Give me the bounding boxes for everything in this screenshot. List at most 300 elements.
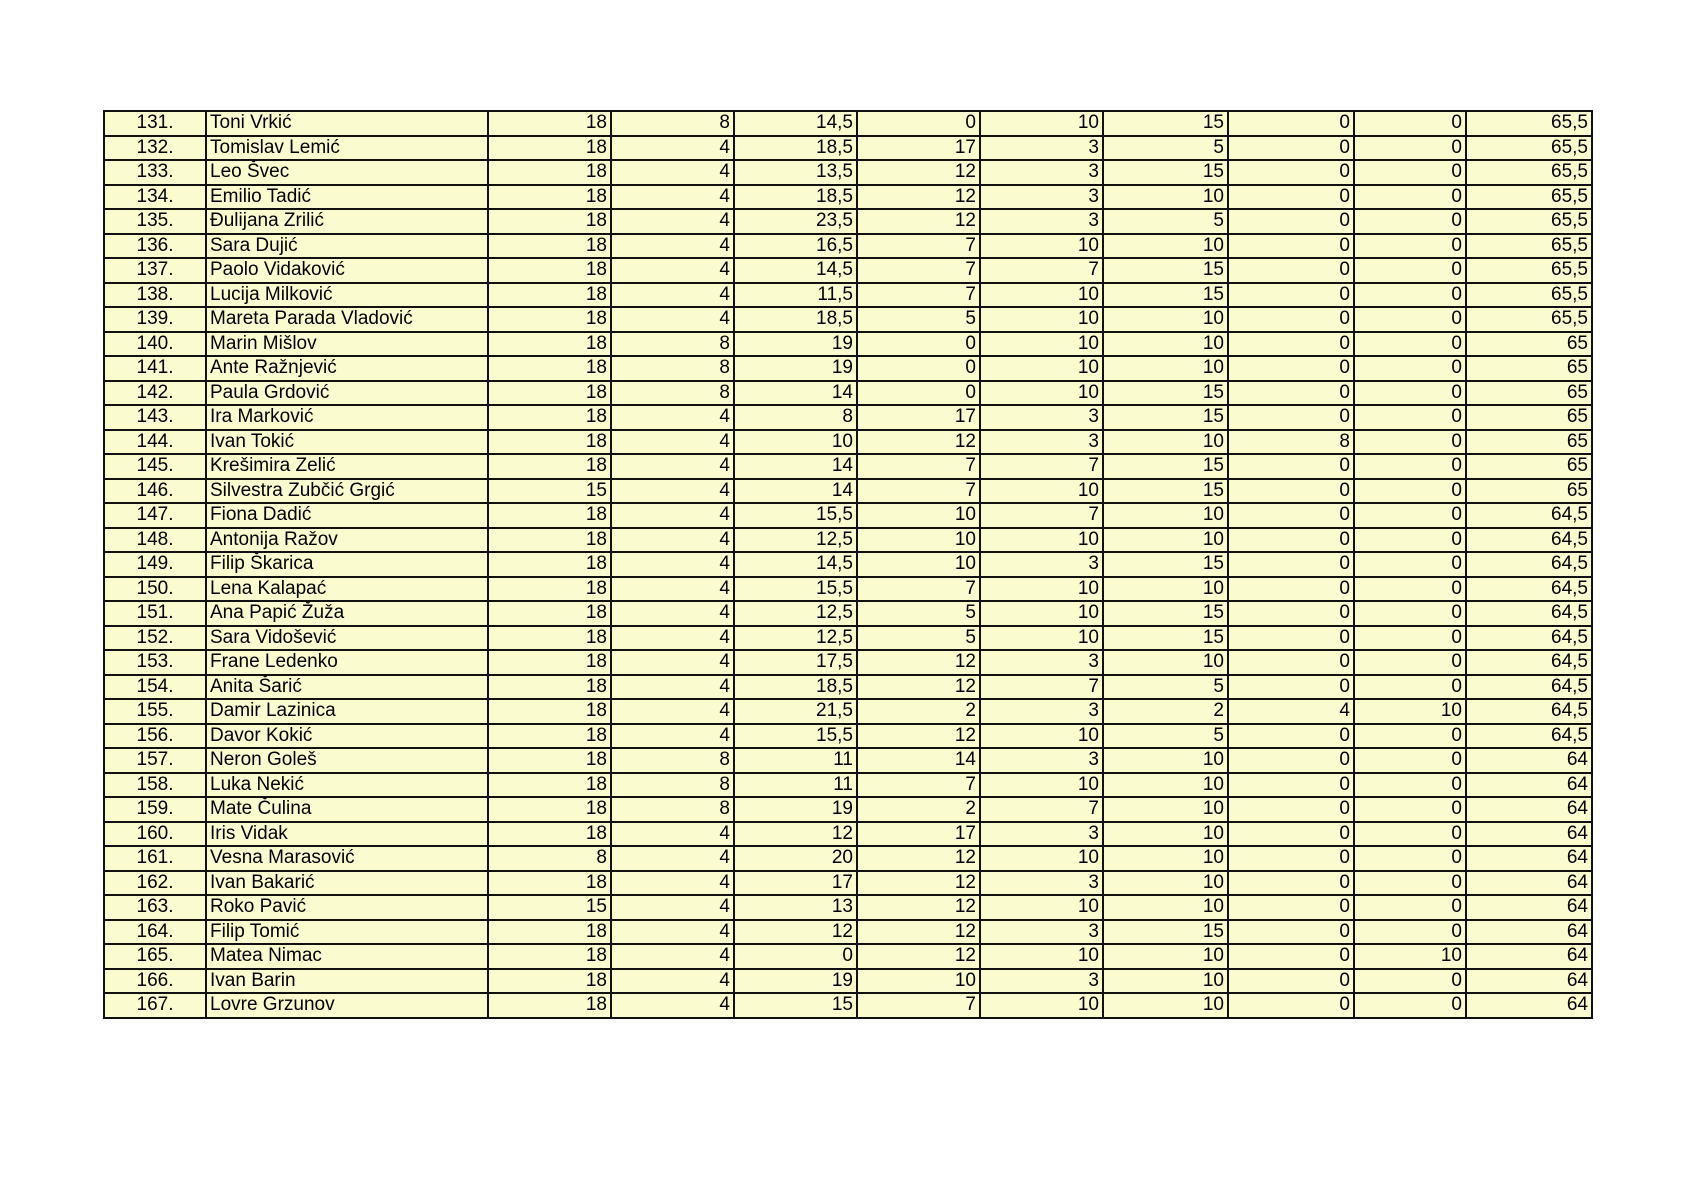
name-cell: Davor Kokić bbox=[206, 724, 488, 749]
total-cell: 64 bbox=[1466, 797, 1592, 822]
col-8-cell: 0 bbox=[1354, 160, 1466, 185]
col-6-cell: 10 bbox=[1103, 944, 1228, 969]
col-5-cell: 10 bbox=[980, 577, 1103, 602]
col-4-cell: 12 bbox=[857, 920, 980, 945]
rank-cell: 154. bbox=[104, 675, 206, 700]
col-6-cell: 5 bbox=[1103, 675, 1228, 700]
table-row bbox=[104, 699, 1592, 724]
table-row bbox=[104, 724, 1592, 749]
col-5-cell: 10 bbox=[980, 626, 1103, 651]
col-6-cell: 10 bbox=[1103, 993, 1228, 1018]
col-6-cell: 5 bbox=[1103, 136, 1228, 161]
table-row bbox=[104, 185, 1592, 210]
col-3-cell: 21,5 bbox=[734, 699, 857, 724]
col-6-cell: 10 bbox=[1103, 307, 1228, 332]
col-4-cell: 12 bbox=[857, 650, 980, 675]
col-4-cell: 12 bbox=[857, 846, 980, 871]
name-cell: Paula Grdović bbox=[206, 381, 488, 406]
col-1-cell: 18 bbox=[488, 675, 611, 700]
col-1-cell: 18 bbox=[488, 430, 611, 455]
rank-cell: 161. bbox=[104, 846, 206, 871]
col-2-cell: 4 bbox=[611, 307, 734, 332]
col-4-cell: 7 bbox=[857, 479, 980, 504]
col-2-cell: 8 bbox=[611, 332, 734, 357]
col-8-cell: 0 bbox=[1354, 650, 1466, 675]
col-2-cell: 4 bbox=[611, 185, 734, 210]
rank-cell: 158. bbox=[104, 773, 206, 798]
col-5-cell: 3 bbox=[980, 699, 1103, 724]
col-6-cell: 15 bbox=[1103, 283, 1228, 308]
col-4-cell: 0 bbox=[857, 332, 980, 357]
col-1-cell: 18 bbox=[488, 797, 611, 822]
table-row bbox=[104, 405, 1592, 430]
col-8-cell: 0 bbox=[1354, 969, 1466, 994]
col-5-cell: 10 bbox=[980, 479, 1103, 504]
total-cell: 64 bbox=[1466, 846, 1592, 871]
rank-cell: 139. bbox=[104, 307, 206, 332]
total-cell: 65,5 bbox=[1466, 234, 1592, 259]
name-cell: Neron Goleš bbox=[206, 748, 488, 773]
col-8-cell: 0 bbox=[1354, 797, 1466, 822]
col-2-cell: 4 bbox=[611, 209, 734, 234]
col-4-cell: 12 bbox=[857, 895, 980, 920]
col-6-cell: 10 bbox=[1103, 748, 1228, 773]
col-6-cell: 15 bbox=[1103, 920, 1228, 945]
total-cell: 65 bbox=[1466, 332, 1592, 357]
col-3-cell: 18,5 bbox=[734, 307, 857, 332]
col-6-cell: 15 bbox=[1103, 381, 1228, 406]
total-cell: 64 bbox=[1466, 920, 1592, 945]
col-2-cell: 4 bbox=[611, 846, 734, 871]
name-cell: Roko Pavić bbox=[206, 895, 488, 920]
col-3-cell: 23,5 bbox=[734, 209, 857, 234]
table-row bbox=[104, 430, 1592, 455]
col-6-cell: 15 bbox=[1103, 454, 1228, 479]
col-4-cell: 5 bbox=[857, 626, 980, 651]
col-1-cell: 18 bbox=[488, 920, 611, 945]
col-5-cell: 10 bbox=[980, 528, 1103, 553]
col-3-cell: 18,5 bbox=[734, 136, 857, 161]
col-7-cell: 4 bbox=[1228, 699, 1354, 724]
col-5-cell: 3 bbox=[980, 430, 1103, 455]
col-7-cell: 0 bbox=[1228, 993, 1354, 1018]
col-7-cell: 0 bbox=[1228, 895, 1354, 920]
col-2-cell: 4 bbox=[611, 969, 734, 994]
col-5-cell: 10 bbox=[980, 846, 1103, 871]
col-3-cell: 11 bbox=[734, 748, 857, 773]
col-4-cell: 12 bbox=[857, 185, 980, 210]
col-5-cell: 7 bbox=[980, 675, 1103, 700]
col-6-cell: 10 bbox=[1103, 234, 1228, 259]
col-1-cell: 18 bbox=[488, 185, 611, 210]
col-3-cell: 11,5 bbox=[734, 283, 857, 308]
col-3-cell: 0 bbox=[734, 944, 857, 969]
col-3-cell: 14 bbox=[734, 454, 857, 479]
name-cell: Toni Vrkić bbox=[206, 111, 488, 136]
table-row bbox=[104, 675, 1592, 700]
col-8-cell: 0 bbox=[1354, 773, 1466, 798]
col-1-cell: 8 bbox=[488, 846, 611, 871]
rank-cell: 162. bbox=[104, 871, 206, 896]
table-row bbox=[104, 332, 1592, 357]
col-3-cell: 19 bbox=[734, 969, 857, 994]
rank-cell: 163. bbox=[104, 895, 206, 920]
col-5-cell: 7 bbox=[980, 258, 1103, 283]
rank-cell: 159. bbox=[104, 797, 206, 822]
col-1-cell: 18 bbox=[488, 283, 611, 308]
col-7-cell: 0 bbox=[1228, 185, 1354, 210]
col-1-cell: 18 bbox=[488, 454, 611, 479]
rank-cell: 167. bbox=[104, 993, 206, 1018]
name-cell: Paolo Vidaković bbox=[206, 258, 488, 283]
col-6-cell: 10 bbox=[1103, 430, 1228, 455]
col-3-cell: 12,5 bbox=[734, 601, 857, 626]
col-5-cell: 10 bbox=[980, 895, 1103, 920]
col-5-cell: 10 bbox=[980, 283, 1103, 308]
col-1-cell: 18 bbox=[488, 332, 611, 357]
col-7-cell: 0 bbox=[1228, 871, 1354, 896]
rank-cell: 146. bbox=[104, 479, 206, 504]
col-8-cell: 0 bbox=[1354, 332, 1466, 357]
col-5-cell: 10 bbox=[980, 724, 1103, 749]
col-6-cell: 15 bbox=[1103, 258, 1228, 283]
col-1-cell: 18 bbox=[488, 111, 611, 136]
rank-cell: 153. bbox=[104, 650, 206, 675]
col-6-cell: 10 bbox=[1103, 797, 1228, 822]
table-row bbox=[104, 111, 1592, 136]
col-2-cell: 4 bbox=[611, 528, 734, 553]
col-8-cell: 0 bbox=[1354, 846, 1466, 871]
col-8-cell: 0 bbox=[1354, 871, 1466, 896]
table-row bbox=[104, 160, 1592, 185]
col-5-cell: 10 bbox=[980, 332, 1103, 357]
col-3-cell: 16,5 bbox=[734, 234, 857, 259]
col-8-cell: 0 bbox=[1354, 356, 1466, 381]
rank-cell: 138. bbox=[104, 283, 206, 308]
col-7-cell: 0 bbox=[1228, 626, 1354, 651]
col-6-cell: 10 bbox=[1103, 650, 1228, 675]
total-cell: 65,5 bbox=[1466, 258, 1592, 283]
table-row bbox=[104, 381, 1592, 406]
col-7-cell: 0 bbox=[1228, 577, 1354, 602]
col-8-cell: 0 bbox=[1354, 895, 1466, 920]
col-6-cell: 10 bbox=[1103, 822, 1228, 847]
col-8-cell: 0 bbox=[1354, 258, 1466, 283]
col-6-cell: 5 bbox=[1103, 724, 1228, 749]
col-3-cell: 15,5 bbox=[734, 724, 857, 749]
col-5-cell: 10 bbox=[980, 234, 1103, 259]
total-cell: 64 bbox=[1466, 822, 1592, 847]
col-6-cell: 2 bbox=[1103, 699, 1228, 724]
col-8-cell: 0 bbox=[1354, 307, 1466, 332]
col-4-cell: 17 bbox=[857, 136, 980, 161]
col-4-cell: 7 bbox=[857, 577, 980, 602]
table-row bbox=[104, 626, 1592, 651]
col-8-cell: 0 bbox=[1354, 552, 1466, 577]
name-cell: Emilio Tadić bbox=[206, 185, 488, 210]
col-2-cell: 4 bbox=[611, 822, 734, 847]
col-4-cell: 7 bbox=[857, 283, 980, 308]
col-6-cell: 15 bbox=[1103, 552, 1228, 577]
col-3-cell: 14,5 bbox=[734, 111, 857, 136]
col-3-cell: 14 bbox=[734, 479, 857, 504]
col-4-cell: 7 bbox=[857, 773, 980, 798]
rank-cell: 152. bbox=[104, 626, 206, 651]
col-1-cell: 18 bbox=[488, 626, 611, 651]
rank-cell: 164. bbox=[104, 920, 206, 945]
name-cell: Lucija Milković bbox=[206, 283, 488, 308]
col-4-cell: 0 bbox=[857, 111, 980, 136]
rank-cell: 140. bbox=[104, 332, 206, 357]
results-table-body bbox=[104, 111, 1592, 1018]
col-5-cell: 3 bbox=[980, 185, 1103, 210]
col-5-cell: 10 bbox=[980, 993, 1103, 1018]
name-cell: Ana Papić Žuža bbox=[206, 601, 488, 626]
col-3-cell: 14,5 bbox=[734, 258, 857, 283]
col-7-cell: 0 bbox=[1228, 724, 1354, 749]
col-2-cell: 4 bbox=[611, 675, 734, 700]
name-cell: Luka Nekić bbox=[206, 773, 488, 798]
col-3-cell: 13,5 bbox=[734, 160, 857, 185]
col-4-cell: 12 bbox=[857, 430, 980, 455]
col-2-cell: 4 bbox=[611, 552, 734, 577]
col-2-cell: 4 bbox=[611, 650, 734, 675]
col-3-cell: 17 bbox=[734, 871, 857, 896]
name-cell: Anita Šarić bbox=[206, 675, 488, 700]
col-5-cell: 10 bbox=[980, 944, 1103, 969]
col-7-cell: 0 bbox=[1228, 822, 1354, 847]
col-4-cell: 0 bbox=[857, 356, 980, 381]
col-1-cell: 18 bbox=[488, 601, 611, 626]
col-7-cell: 0 bbox=[1228, 503, 1354, 528]
col-7-cell: 0 bbox=[1228, 283, 1354, 308]
name-cell: Mareta Parada Vladović bbox=[206, 307, 488, 332]
col-4-cell: 2 bbox=[857, 797, 980, 822]
col-4-cell: 7 bbox=[857, 258, 980, 283]
col-3-cell: 13 bbox=[734, 895, 857, 920]
col-1-cell: 18 bbox=[488, 405, 611, 430]
col-7-cell: 0 bbox=[1228, 136, 1354, 161]
col-5-cell: 10 bbox=[980, 601, 1103, 626]
col-1-cell: 18 bbox=[488, 503, 611, 528]
col-7-cell: 0 bbox=[1228, 944, 1354, 969]
col-3-cell: 12,5 bbox=[734, 626, 857, 651]
col-2-cell: 4 bbox=[611, 601, 734, 626]
col-2-cell: 4 bbox=[611, 283, 734, 308]
table-row bbox=[104, 479, 1592, 504]
name-cell: Tomislav Lemić bbox=[206, 136, 488, 161]
total-cell: 64 bbox=[1466, 895, 1592, 920]
col-5-cell: 7 bbox=[980, 454, 1103, 479]
rank-cell: 155. bbox=[104, 699, 206, 724]
col-5-cell: 3 bbox=[980, 136, 1103, 161]
col-8-cell: 0 bbox=[1354, 503, 1466, 528]
col-2-cell: 8 bbox=[611, 748, 734, 773]
col-5-cell: 3 bbox=[980, 552, 1103, 577]
col-4-cell: 12 bbox=[857, 944, 980, 969]
table-row bbox=[104, 577, 1592, 602]
col-2-cell: 8 bbox=[611, 381, 734, 406]
col-7-cell: 0 bbox=[1228, 650, 1354, 675]
rank-cell: 136. bbox=[104, 234, 206, 259]
name-cell: Lovre Grzunov bbox=[206, 993, 488, 1018]
col-2-cell: 4 bbox=[611, 920, 734, 945]
col-8-cell: 0 bbox=[1354, 675, 1466, 700]
rank-cell: 156. bbox=[104, 724, 206, 749]
col-8-cell: 0 bbox=[1354, 283, 1466, 308]
col-7-cell: 0 bbox=[1228, 552, 1354, 577]
col-1-cell: 18 bbox=[488, 748, 611, 773]
rank-cell: 157. bbox=[104, 748, 206, 773]
col-5-cell: 7 bbox=[980, 797, 1103, 822]
col-3-cell: 10 bbox=[734, 430, 857, 455]
col-2-cell: 4 bbox=[611, 724, 734, 749]
col-3-cell: 19 bbox=[734, 332, 857, 357]
col-4-cell: 10 bbox=[857, 528, 980, 553]
col-6-cell: 10 bbox=[1103, 528, 1228, 553]
rank-cell: 150. bbox=[104, 577, 206, 602]
total-cell: 64 bbox=[1466, 969, 1592, 994]
col-1-cell: 18 bbox=[488, 160, 611, 185]
col-4-cell: 14 bbox=[857, 748, 980, 773]
total-cell: 65,5 bbox=[1466, 283, 1592, 308]
col-7-cell: 0 bbox=[1228, 969, 1354, 994]
col-2-cell: 4 bbox=[611, 160, 734, 185]
total-cell: 65 bbox=[1466, 454, 1592, 479]
rank-cell: 147. bbox=[104, 503, 206, 528]
total-cell: 64,5 bbox=[1466, 675, 1592, 700]
col-2-cell: 4 bbox=[611, 993, 734, 1018]
col-3-cell: 19 bbox=[734, 356, 857, 381]
name-cell: Filip Škarica bbox=[206, 552, 488, 577]
col-7-cell: 0 bbox=[1228, 773, 1354, 798]
rank-cell: 132. bbox=[104, 136, 206, 161]
name-cell: Vesna Marasović bbox=[206, 846, 488, 871]
table-row bbox=[104, 283, 1592, 308]
col-6-cell: 10 bbox=[1103, 503, 1228, 528]
col-7-cell: 0 bbox=[1228, 675, 1354, 700]
col-8-cell: 0 bbox=[1354, 822, 1466, 847]
col-5-cell: 3 bbox=[980, 160, 1103, 185]
col-8-cell: 0 bbox=[1354, 430, 1466, 455]
rank-cell: 160. bbox=[104, 822, 206, 847]
col-7-cell: 0 bbox=[1228, 601, 1354, 626]
col-8-cell: 10 bbox=[1354, 699, 1466, 724]
col-4-cell: 2 bbox=[857, 699, 980, 724]
col-8-cell: 0 bbox=[1354, 528, 1466, 553]
col-5-cell: 3 bbox=[980, 822, 1103, 847]
table-row bbox=[104, 822, 1592, 847]
col-2-cell: 4 bbox=[611, 405, 734, 430]
total-cell: 65,5 bbox=[1466, 111, 1592, 136]
col-2-cell: 4 bbox=[611, 258, 734, 283]
col-4-cell: 10 bbox=[857, 969, 980, 994]
col-5-cell: 10 bbox=[980, 307, 1103, 332]
col-7-cell: 0 bbox=[1228, 846, 1354, 871]
table-row bbox=[104, 552, 1592, 577]
col-2-cell: 4 bbox=[611, 430, 734, 455]
total-cell: 64,5 bbox=[1466, 650, 1592, 675]
table-row bbox=[104, 356, 1592, 381]
name-cell: Sara Vidošević bbox=[206, 626, 488, 651]
col-8-cell: 0 bbox=[1354, 234, 1466, 259]
col-8-cell: 0 bbox=[1354, 136, 1466, 161]
col-6-cell: 10 bbox=[1103, 773, 1228, 798]
rank-cell: 142. bbox=[104, 381, 206, 406]
table-row bbox=[104, 920, 1592, 945]
table-row bbox=[104, 846, 1592, 871]
col-4-cell: 12 bbox=[857, 209, 980, 234]
table-row bbox=[104, 773, 1592, 798]
col-6-cell: 10 bbox=[1103, 332, 1228, 357]
col-8-cell: 0 bbox=[1354, 209, 1466, 234]
col-3-cell: 8 bbox=[734, 405, 857, 430]
col-6-cell: 15 bbox=[1103, 479, 1228, 504]
name-cell: Iris Vidak bbox=[206, 822, 488, 847]
col-5-cell: 10 bbox=[980, 381, 1103, 406]
col-8-cell: 0 bbox=[1354, 993, 1466, 1018]
col-4-cell: 10 bbox=[857, 503, 980, 528]
col-1-cell: 18 bbox=[488, 258, 611, 283]
col-6-cell: 15 bbox=[1103, 111, 1228, 136]
col-4-cell: 12 bbox=[857, 160, 980, 185]
total-cell: 64 bbox=[1466, 748, 1592, 773]
col-5-cell: 3 bbox=[980, 405, 1103, 430]
total-cell: 65,5 bbox=[1466, 160, 1592, 185]
col-7-cell: 0 bbox=[1228, 258, 1354, 283]
col-5-cell: 10 bbox=[980, 356, 1103, 381]
col-1-cell: 18 bbox=[488, 724, 611, 749]
col-1-cell: 18 bbox=[488, 944, 611, 969]
col-1-cell: 15 bbox=[488, 895, 611, 920]
col-7-cell: 8 bbox=[1228, 430, 1354, 455]
name-cell: Marin Mišlov bbox=[206, 332, 488, 357]
total-cell: 65,5 bbox=[1466, 136, 1592, 161]
col-5-cell: 3 bbox=[980, 209, 1103, 234]
col-7-cell: 0 bbox=[1228, 307, 1354, 332]
rank-cell: 166. bbox=[104, 969, 206, 994]
col-4-cell: 5 bbox=[857, 601, 980, 626]
col-4-cell: 12 bbox=[857, 675, 980, 700]
col-3-cell: 18,5 bbox=[734, 675, 857, 700]
col-2-cell: 4 bbox=[611, 944, 734, 969]
total-cell: 64 bbox=[1466, 871, 1592, 896]
rank-cell: 144. bbox=[104, 430, 206, 455]
col-5-cell: 3 bbox=[980, 969, 1103, 994]
total-cell: 65,5 bbox=[1466, 185, 1592, 210]
col-4-cell: 7 bbox=[857, 454, 980, 479]
col-2-cell: 4 bbox=[611, 479, 734, 504]
total-cell: 65 bbox=[1466, 430, 1592, 455]
total-cell: 64,5 bbox=[1466, 577, 1592, 602]
table-row bbox=[104, 503, 1592, 528]
total-cell: 64,5 bbox=[1466, 724, 1592, 749]
col-2-cell: 4 bbox=[611, 136, 734, 161]
table-row bbox=[104, 234, 1592, 259]
col-8-cell: 0 bbox=[1354, 381, 1466, 406]
col-3-cell: 12 bbox=[734, 822, 857, 847]
col-7-cell: 0 bbox=[1228, 454, 1354, 479]
total-cell: 64 bbox=[1466, 773, 1592, 798]
col-4-cell: 12 bbox=[857, 871, 980, 896]
name-cell: Ivan Barin bbox=[206, 969, 488, 994]
total-cell: 65 bbox=[1466, 479, 1592, 504]
total-cell: 64 bbox=[1466, 993, 1592, 1018]
col-6-cell: 5 bbox=[1103, 209, 1228, 234]
col-3-cell: 12 bbox=[734, 920, 857, 945]
col-1-cell: 18 bbox=[488, 650, 611, 675]
col-5-cell: 3 bbox=[980, 650, 1103, 675]
